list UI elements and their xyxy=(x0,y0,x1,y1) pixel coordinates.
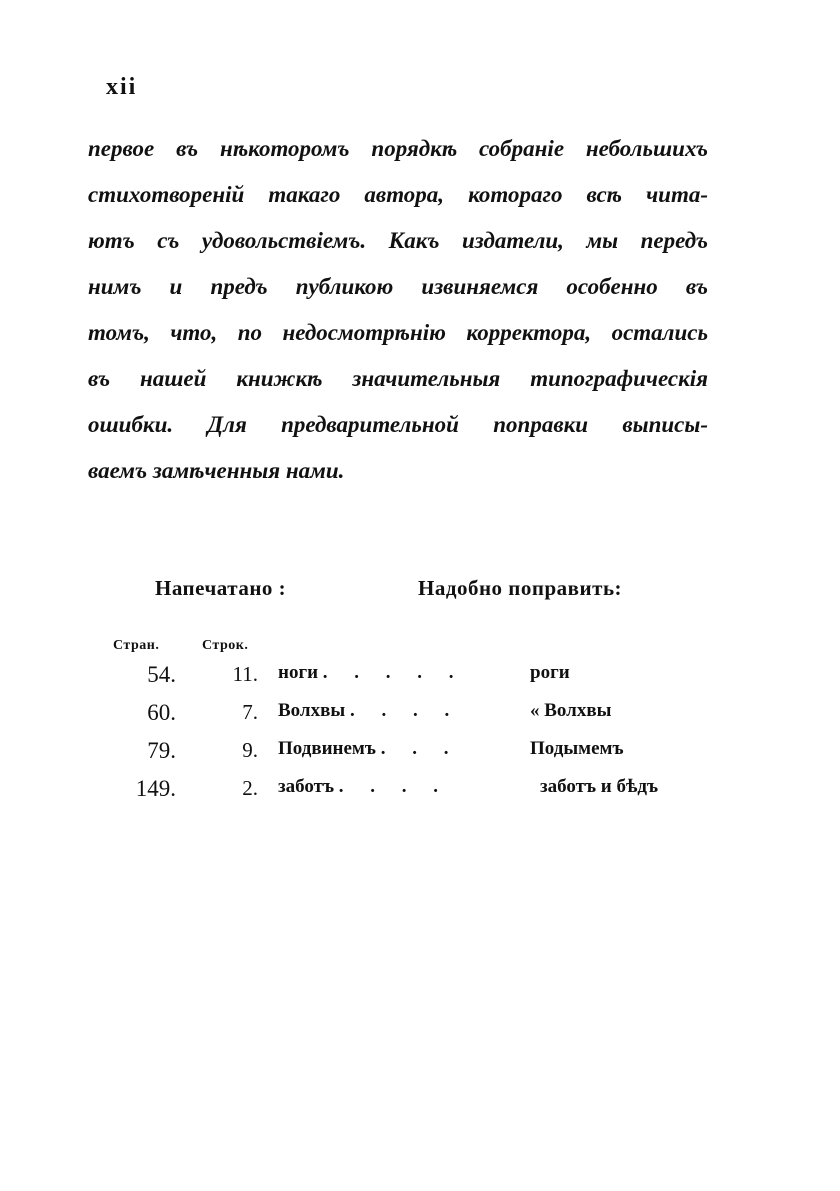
errata-row xyxy=(0,662,840,700)
errata-line: 9. xyxy=(242,738,258,762)
errata-line: 7. xyxy=(242,700,258,724)
errata-printed-word: Волхвы xyxy=(278,700,346,721)
errata-line: 11. xyxy=(232,662,258,686)
errata-correct: Подымемъ xyxy=(530,738,624,759)
errata-leader-dots: . . . . . xyxy=(322,662,465,683)
text-line: въ нашей книжкѣ значительныя типографическія xyxy=(88,366,708,391)
errata-page: 60. xyxy=(147,700,176,725)
errata-row xyxy=(0,776,840,814)
text-line: стихотвореній такаго автора, котораго всѣ чита- xyxy=(88,182,708,207)
errata-heading-printed: Напечатано : xyxy=(155,576,287,600)
errata-printed-word: заботъ xyxy=(278,776,335,797)
errata-table xyxy=(0,662,840,814)
preface-paragraph xyxy=(88,126,708,494)
column-header-line: Строк. xyxy=(202,638,249,653)
text-line: первое въ нѣкоторомъ порядкѣ собраніе небольшихъ xyxy=(88,136,708,161)
errata-page: 149. xyxy=(135,776,176,801)
errata-row xyxy=(0,700,840,738)
errata-printed xyxy=(278,700,496,722)
errata-correct: заботъ и бѣдъ xyxy=(540,776,659,797)
text-line: нимъ и предъ публикою извиняемся особенно въ xyxy=(88,274,708,299)
errata-page: 79. xyxy=(147,738,176,763)
errata-line: 2. xyxy=(242,776,258,800)
errata-correct: роги xyxy=(530,662,570,683)
text-line: ютъ съ удовольствіемъ. Какъ издатели, мы передъ xyxy=(88,228,708,253)
page-number: xii xyxy=(106,74,138,100)
text-line: ошибки. Для предварительной поправки выписы- xyxy=(88,412,708,437)
errata-printed xyxy=(278,662,496,684)
errata-printed xyxy=(278,776,496,798)
errata-page: 54. xyxy=(147,662,176,687)
column-header-page: Стран. xyxy=(113,638,160,653)
errata-printed xyxy=(278,738,496,760)
errata-leader-dots: . . . . xyxy=(338,776,450,797)
errata-leader-dots: . . . . xyxy=(349,700,461,721)
errata-row xyxy=(0,738,840,776)
errata-correct: « Волхвы xyxy=(530,700,612,721)
errata-heading-correct: Надобно поправить: xyxy=(418,576,623,600)
errata-printed-word: ноги xyxy=(278,662,319,683)
errata-leader-dots: . . . xyxy=(380,738,460,759)
text-line: ваемъ замѣченныя нами. xyxy=(88,458,345,483)
text-line: томъ, что, по недосмотрѣнію корректора, остались xyxy=(88,320,708,345)
errata-printed-word: Подвинемъ xyxy=(278,738,376,759)
